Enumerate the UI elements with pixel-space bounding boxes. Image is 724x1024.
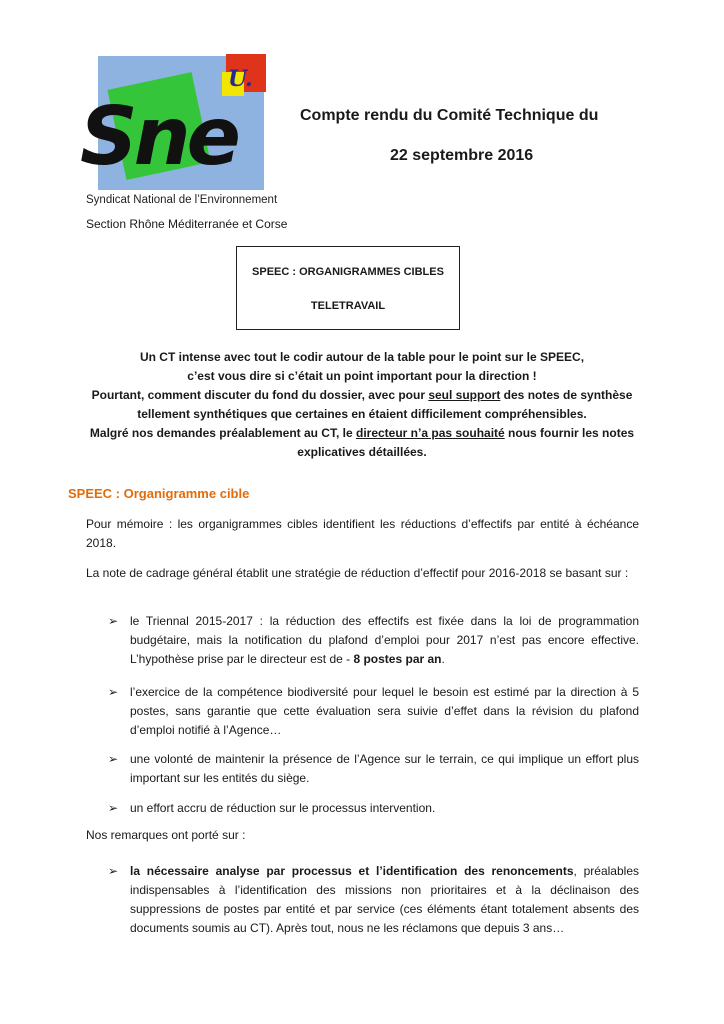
- intro-paragraph: [84, 348, 640, 462]
- bullet-bold: 8 postes par an: [353, 652, 442, 666]
- intro-underline: directeur n’a pas souhaité: [356, 426, 505, 440]
- paragraph-cadrage: La note de cadrage général établit une stratégie de réduction d’effectif pour 2016-2018 se basant sur :: [86, 566, 629, 580]
- sne-logo: [80, 52, 274, 217]
- intro-line: tellement synthétiques que certaines en étaient difficilement compréhensibles.: [137, 407, 587, 421]
- topic-item: TELETRAVAIL: [310, 300, 386, 312]
- intro-line: nous fournir les notes: [504, 426, 635, 440]
- bullet-text: [130, 612, 639, 669]
- arrow-bullet-icon: ➢: [108, 752, 119, 766]
- section-heading: SPEEC : Organigramme cible: [68, 486, 250, 501]
- bullet-text-part: , préalables indispensables à l’identification des missions non prioritaires et à la déclinaison des suppressions de postes par entité et par service (ces éléments étant totalement absents des documents soumis au CT). Après tout, nous ne les réclamons que depuis 3 ans…: [130, 864, 639, 935]
- intro-line: Pourtant, comment discuter du fond du dossier, avec pour: [91, 388, 429, 402]
- intro-line: Malgré nos demandes préalablement au CT, le: [89, 426, 356, 440]
- page-title-line1: Compte rendu du Comité Technique du: [300, 107, 599, 124]
- bullet-text: une volonté de maintenir la présence de l’Agence sur le terrain, ce qui implique un effort plus important sur les entités du siège.: [130, 752, 639, 785]
- intro-line: explicatives détaillées.: [297, 445, 427, 459]
- intro-line: Un CT intense avec tout le codir autour de la table pour le point sur le SPEEC,: [139, 350, 585, 364]
- bullet-text-part: le Triennal 2015-2017 : la réduction des effectifs est fixée dans la loi de programmation budgétaire, mais la notification du plafond d’emploi pour 2017 n’est pas encore effective. L’hypothèse prise par le directeur est de -: [130, 614, 639, 666]
- arrow-bullet-icon: ➢: [108, 864, 119, 878]
- intro-underline: seul support: [428, 388, 501, 402]
- paragraph-memo: Pour mémoire : les organigrammes cibles identifient les réductions d’effectifs par entité à échéance 2018.: [86, 517, 639, 550]
- arrow-bullet-icon: ➢: [108, 614, 119, 628]
- intro-line: des notes de synthèse: [500, 388, 633, 402]
- bullet-bold: la nécessaire analyse par processus et l’identification des renoncements: [130, 864, 574, 878]
- topics-box: [236, 246, 460, 330]
- bullet-text: [130, 862, 639, 938]
- intro-line: c’est vous dire si c’était un point important pour la direction !: [187, 369, 537, 383]
- paragraph-remarques: Nos remarques ont porté sur :: [86, 828, 246, 842]
- logo-wordmark: Sne: [80, 90, 237, 183]
- bullet-text-part: .: [441, 652, 445, 666]
- page-title-line2: 22 septembre 2016: [390, 147, 534, 164]
- logo-badge-text: U.: [228, 66, 253, 92]
- bullet-text: l’exercice de la compétence biodiversité pour lequel le besoin est estimé par la direction à 5 postes, sans garantie que cette évaluation sera suivie d’effet dans la révision du plafond d’emploi notifié à l’Agence…: [130, 685, 639, 737]
- bullet-text: un effort accru de réduction sur le processus intervention.: [130, 801, 436, 815]
- topic-item: SPEEC : ORGANIGRAMMES CIBLES: [252, 266, 444, 278]
- arrow-bullet-icon: ➢: [108, 685, 119, 699]
- section-label: Section Rhône Méditerranée et Corse: [86, 217, 288, 231]
- arrow-bullet-icon: ➢: [108, 801, 119, 815]
- logo-caption: Syndicat National de l’Environnement: [86, 194, 278, 206]
